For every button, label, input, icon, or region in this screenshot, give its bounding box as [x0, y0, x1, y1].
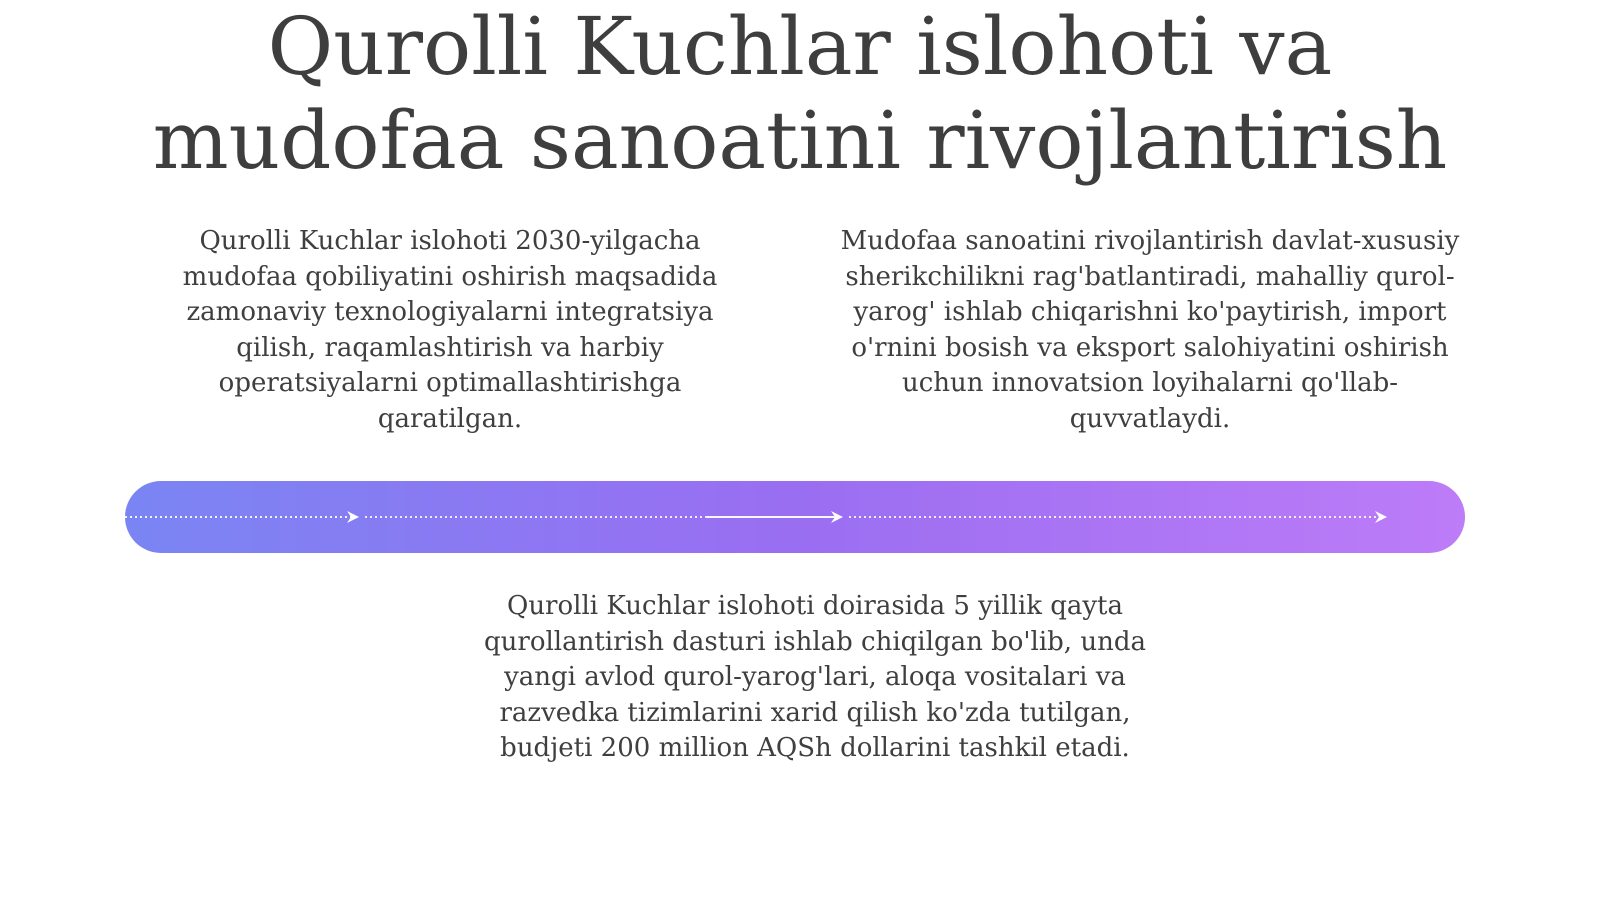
armed-forces-reform-text: Qurolli Kuchlar islohoti 2030-yilgacha mudofaa qobiliyatini oshirish maqsadida zamonaviy texnologiyalarni integratsiya qilish, raqamlashtirish va harbiy operatsiyalarni optimallashtirishga qaratilgan.	[182, 226, 718, 434]
rearmament-program-text: Qurolli Kuchlar islohoti doirasida 5 yillik qayta qurollantirish dasturi ishlab chiqilgan bo'lib, unda yangi avlod qurol-yarog'lari, aloqa vositalari va razvedka tizimlarini xarid qilish ko'zda tutilgan, budjeti 200 million AQSh dollarini tashkil etadi.	[484, 591, 1146, 763]
timeline-bar	[125, 481, 1465, 553]
page-title-line-2: mudofaa sanoatini rivojlantirish	[152, 94, 1448, 187]
page-title	[0, 0, 1600, 188]
arrow-right-icon	[347, 511, 359, 523]
arrow-right-icon	[1375, 511, 1387, 523]
timeline-arrows	[125, 481, 1465, 553]
defense-industry-text: Mudofaa sanoatini rivojlantirish davlat-xususiy sherikchilikni rag'batlantiradi, mahalliy qurol-yarog' ishlab chiqarishni ko'paytirish, import o'rnini bosish va eksport salohiyatini oshirish uchun innovatsion loyihalarni qo'llab-quvvatlaydi.	[840, 226, 1460, 434]
page-title-line-1: Qurolli Kuchlar islohoti va	[267, 0, 1333, 93]
